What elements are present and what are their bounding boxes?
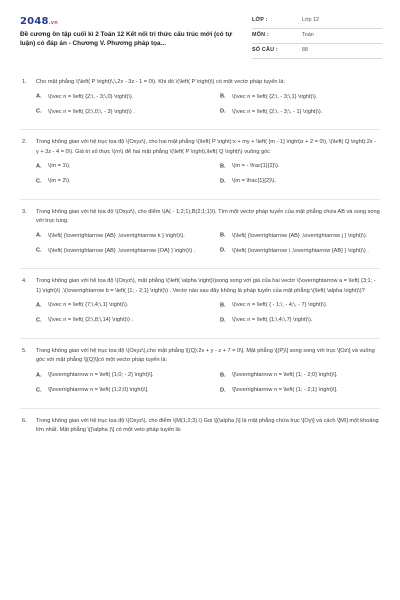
answer-options	[20, 300, 380, 330]
answer-option-b[interactable]	[220, 230, 396, 242]
divider	[20, 129, 380, 130]
answer-option-b[interactable]	[220, 91, 396, 103]
option-text: \(\vec n = \left( {2;\, - 3;\, - 1} \right)\).	[232, 108, 323, 115]
option-label: B.	[220, 93, 226, 100]
option-label: C.	[36, 108, 42, 115]
answer-option-a[interactable]	[36, 300, 212, 312]
answer-option-d[interactable]	[220, 176, 396, 188]
question-number: 6.	[22, 417, 27, 424]
option-text: \(\left( {\overrightarrow {AB} ,\overrightarrow k } \right)\).	[48, 232, 185, 239]
option-label: A.	[36, 302, 42, 309]
option-text: \(\vec n = \left( { - 1;\, - 4;\, - 7} \right)\).	[232, 302, 328, 309]
question-number: 3.	[22, 208, 27, 215]
option-text: \(\vec n = \left( {7;\,4;\,1} \right)\).	[48, 302, 129, 309]
question-text: Trong không gian với hệ tọa độ \(Oxyz\), mặt phẳng \(\left( \alpha \right)\)song song với giá của hai vectơ \(\overrightarrow a = \left( {3;1; - 1} \right)\) ,\(\overrightarrow b = \left( {1; - 2;1} \right)\) . Vectơ nào sau đây không là pháp tuyến của mặt phẳng \(\left( \alpha \right)\)?	[36, 278, 376, 294]
option-label: B.	[220, 302, 226, 309]
question-list	[20, 78, 380, 443]
option-label: A.	[36, 93, 42, 100]
option-text: \[\overrightarrow n = \left( {1; - 2;1} \right)\].	[232, 387, 338, 394]
answer-options	[20, 230, 380, 260]
meta-row-count	[252, 44, 382, 59]
option-label: A.	[36, 232, 42, 239]
option-text: \(m = \frac{1}{2}\).	[232, 178, 276, 185]
meta-panel	[252, 14, 382, 59]
question-number: 2.	[22, 139, 27, 146]
answer-option-a[interactable]	[36, 370, 212, 382]
question-text: Trong không gian với hệ trục tọa độ \(Oxyz\), cho hai mặt phẳng \(\left( P \right):x + my + \left( {m - 1} \right)z + 2 = 0\), \(\left( Q \right):2x - y + 3z - 4 = 0\). Giá trị số thực \(m\) để hai mặt phẳng \(\left( P \right),\left( Q \right)\) vuông góc	[36, 139, 377, 155]
meta-key: LỚP :	[252, 17, 268, 23]
logo-text: 2048	[20, 16, 49, 27]
answer-options	[20, 370, 380, 400]
option-label: D.	[220, 317, 226, 324]
option-text: \(\vec n = \left( {2;\, - 3;\,1} \right)\).	[232, 93, 318, 100]
question-text: Trong không gian với hệ trục tọa độ \(Oxyz\),cho mặt phẳng \[(Q):2x + y - z + 7 = 0\]. Mặt phẳng \[(P)\] song song với trục \[Oz\] và vuông góc với mặt phẳng \[(Q)\]có một vectơ pháp tuyến là:	[36, 348, 375, 364]
option-text: \(m = 1\).	[48, 163, 71, 170]
question-text: Cho mặt phẳng \(\left( P \right)\,\,2x - 3z - 1 = 0\). Khi đó \(\left( P \right)\) có một vectơ pháp tuyến là:	[36, 79, 285, 85]
meta-value: Lớp 12	[302, 17, 320, 23]
answer-option-c[interactable]	[36, 106, 212, 118]
logo-suffix: .vn	[48, 20, 58, 26]
divider	[20, 199, 380, 200]
option-text: \(m = 2\).	[48, 178, 71, 185]
option-text: \(m = - \frac{1}{2}\).	[232, 163, 280, 170]
option-text: \(\vec n = \left( {1;\,4;\,7} \right)\).	[232, 317, 313, 324]
document-title: Đề cương ôn tập cuối kì 2 Toán 12 Kết nối tri thức cấu trúc mới (có tự luận) có đáp án - Chương V. Phương pháp tọa...	[20, 31, 233, 47]
option-label: B.	[220, 232, 226, 239]
answer-option-c[interactable]	[36, 315, 212, 327]
question-item	[20, 78, 380, 121]
option-text: \[\overrightarrow n = \left( {1; - 2;0} \right)\].	[232, 372, 338, 379]
answer-option-c[interactable]	[36, 176, 212, 188]
answer-option-a[interactable]	[36, 230, 212, 242]
question-text: Trong không gian với hệ trục tọa độ \(Oxyz\), cho điểm \(M(1;2;3).\) Gọi \[(\alpha )\] là mặt phẳng chứa trục \[Oy\] và cách \[M\] một khoảng lớn nhất. Mặt phẳng \[(\alpha )\] có một veto pháp tuyến là:	[36, 417, 379, 433]
meta-value: Toán	[302, 32, 314, 38]
question-item	[20, 277, 380, 330]
divider	[20, 338, 380, 339]
divider	[20, 268, 380, 269]
answer-option-d[interactable]	[220, 385, 396, 397]
option-label: A.	[36, 163, 42, 170]
option-label: D.	[220, 387, 226, 394]
meta-key: SỐ CÂU :	[252, 47, 278, 53]
document-header	[20, 14, 382, 62]
option-text: \(\vec n = \left( {2;\, - 3;\,0} \right)\).	[48, 93, 134, 100]
question-number: 4.	[22, 278, 27, 285]
option-text: \[\overrightarrow n = \left( {1;2;0} \right)\].	[48, 387, 149, 394]
meta-row-class	[252, 14, 382, 29]
question-item	[20, 208, 380, 261]
option-text: \(\vec n = \left( {2;\,8;\,14} \right)\) .	[48, 317, 134, 324]
question-item	[20, 417, 380, 436]
answer-option-d[interactable]	[220, 106, 396, 118]
option-text: \(\left( {\overrightarrow {AB} ,\overrightarrow {OA} } \right)\) .	[48, 247, 196, 254]
answer-options	[20, 161, 380, 191]
option-label: C.	[36, 387, 42, 394]
option-label: D.	[220, 108, 226, 115]
answer-option-b[interactable]	[220, 370, 396, 382]
option-text: \(\vec n = \left( {2;\,0;\, - 3} \right)\) .	[48, 108, 135, 115]
site-logo[interactable]	[20, 16, 58, 27]
answer-option-a[interactable]	[36, 161, 212, 173]
meta-row-subject	[252, 29, 382, 44]
option-label: D.	[220, 247, 226, 254]
question-number: 5.	[22, 348, 27, 355]
question-number: 1.	[22, 79, 27, 85]
answer-options	[20, 91, 380, 121]
meta-key: MÔN :	[252, 32, 269, 38]
option-text: \[\overrightarrow n = \left( {1;0; - 2} \right)\].	[48, 372, 154, 379]
question-item	[20, 138, 380, 191]
option-label: B.	[220, 163, 226, 170]
answer-option-b[interactable]	[220, 300, 396, 312]
answer-option-d[interactable]	[220, 245, 396, 257]
option-label: C.	[36, 247, 42, 254]
answer-option-b[interactable]	[220, 161, 396, 173]
option-label: A.	[36, 372, 42, 379]
question-item	[20, 347, 380, 400]
answer-option-c[interactable]	[36, 245, 212, 257]
option-text: \(\left( {\overrightarrow {AB} ,\overrightarrow j } \right)\).	[232, 232, 368, 239]
option-label: D.	[220, 178, 226, 185]
meta-value: 88	[302, 47, 308, 53]
answer-option-a[interactable]	[36, 91, 212, 103]
answer-option-d[interactable]	[220, 315, 396, 327]
option-text: \(\left( {\overrightarrow i ,\overrightarrow {AB} } \right)\) .	[232, 247, 369, 254]
divider	[20, 408, 380, 409]
question-text: Trong không gian với hệ tọa độ \(Oxyz\), cho điểm \(A( - 1;2;1),B(2;1;1)\). Tìm một vectơ pháp tuyến của mặt phẳng chứa AB và song song với trục tung.	[36, 208, 380, 225]
option-label: C.	[36, 317, 42, 324]
option-label: B.	[220, 372, 226, 379]
answer-option-c[interactable]	[36, 385, 212, 397]
option-label: C.	[36, 178, 42, 185]
